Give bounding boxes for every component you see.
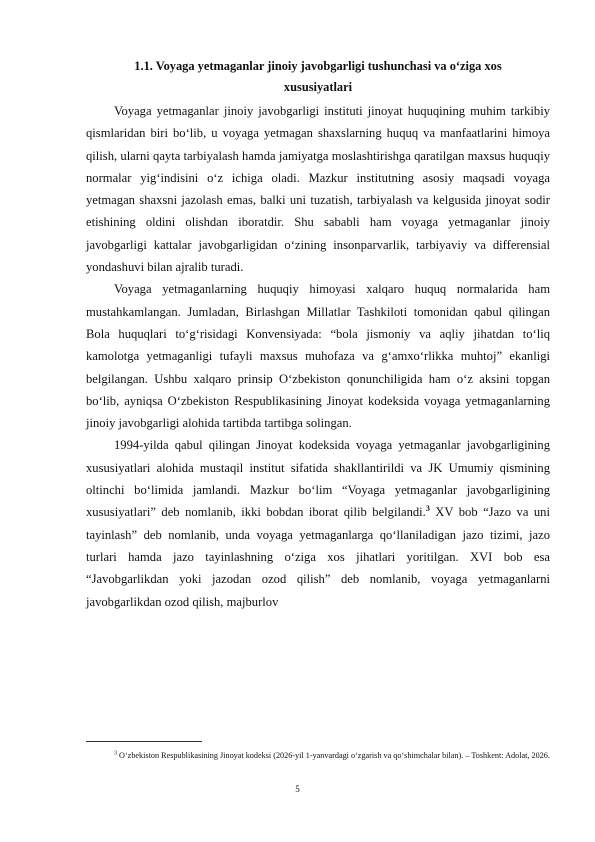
paragraph-3	[86, 434, 550, 612]
body-text	[86, 100, 550, 613]
footnote-separator	[86, 741, 202, 742]
paragraph-3-text-end: XV bob “Jazo va uni tayinlash” deb nomlanib, unda voyaga yetmaganlarga qo‘llaniladigan jazo tizimi, jazo turlari hamda jazo tayinlashning o‘ziga xos jihatlari yoritilgan. XVI bob esa “Javobgarlikdan yoki jazodan ozod qilish” deb nomlanib, voyaga yetmaganlarni javobgarlikdan ozod qilish, majburlov	[86, 505, 550, 609]
section-heading	[86, 56, 550, 98]
paragraph-1: Voyaga yetmaganlar jinoiy javobgarligi instituti jinoyat huquqining muhim tarkibiy qismlaridan biri bo‘lib, u voyaga yetmagan shaxslarning huquq va manfaatlarini himoya qilish, ularni qayta tarbiyalash hamda jamiyatga moslashtirishga qaratilgan maxsus huquqiy normalar yig‘indisini o‘z ichiga oladi. Mazkur institutning asosiy maqsadi voyaga yetmagan shaxsni jazolash emas, balki uni tuzatish, tarbiyalash va kelgusida jinoyat sodir etishining oldini olishdan iboratdir. Shu sababli ham voyaga yetmaganlar jinoiy javobgarligi kattalar javobgarligidan o‘zining insonparvarlik, tarbiyaviy va differensial yondashuvi bilan ajralib turadi.	[86, 104, 550, 275]
section-heading-line-1: 1.1. Voyaga yetmaganlar jinoiy javobgarligi tushunchasi va o‘ziga xos	[134, 59, 502, 73]
page-number: 5	[295, 784, 300, 794]
paragraph-3-text-start: 1994-yilda qabul qilingan Jinoyat kodeksida voyaga yetmaganlar javobgarligining xususiyatlari alohida mustaqil institut sifatida shakllantirildi va JK Umumiy qismining oltinchi bo‘limida jamlandi. Mazkur bo‘lim “Voyaga yetmaganlar javobgarligining xususiyatlari” deb nomlanib, ikki bobdan iborat qilib belgilandi.	[86, 438, 550, 520]
footnote-reference[interactable]: 3	[425, 504, 430, 514]
paragraph-2: Voyaga yetmaganlarning huquqiy himoyasi xalqaro huquq normalarida ham mustahkamlangan. Jumladan, Birlashgan Millatlar Tashkiloti tomonidan qabul qilingan Bola huquqlari to‘g‘risidagi Konvensiyada: “bola jismoniy va aqliy jihatdan to‘liq kamolotga yetmaganligi tufayli maxsus muhofaza va g‘amxo‘rlikka muhtoj” ekanligi belgilangan. Ushbu xalqaro prinsip O‘zbekiston qonunchiligida ham o‘z aksini topgan bo‘lib, ayniqsa O‘zbekiston Respublikasining Jinoyat kodeksida voyaga yetmaganlarning jinoiy javobgarligi alohida tartibda tartibga solingan.	[86, 282, 550, 431]
footnote	[86, 747, 550, 764]
footnote-text: O‘zbekiston Respublikasining Jinoyat kodeksi (2026-yil 1-yanvardagi o‘zgarish va qo‘shimchalar bilan). – Toshkent: Adolat, 2026.	[117, 751, 550, 760]
footnote-marker: 3	[114, 750, 117, 757]
section-heading-line-2: xususiyatlari	[283, 80, 353, 94]
